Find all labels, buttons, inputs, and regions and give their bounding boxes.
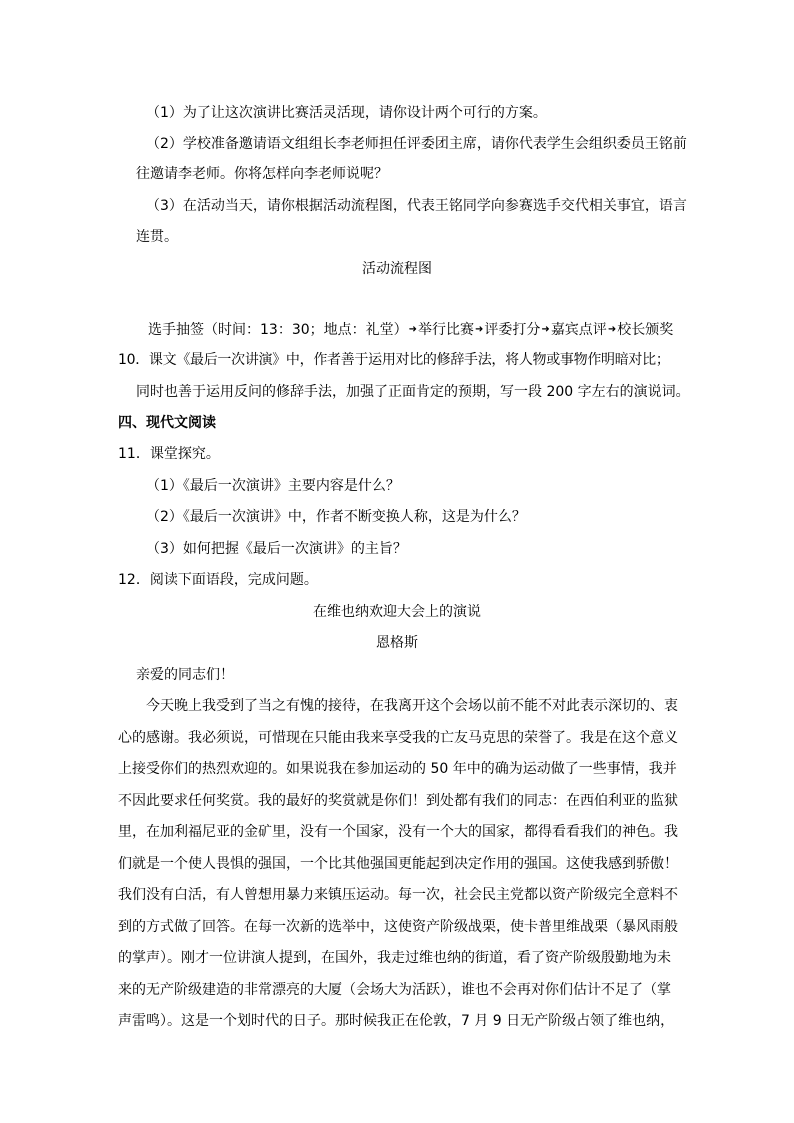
q9-sub2-line2: 往邀请李老师。你将怎样向李老师说呢？ (136, 166, 388, 182)
passage-line: 到的方式做了回答。在每一次新的选举中，这使资产阶级战栗，使卡普里维战栗（暴风雨般 (118, 919, 678, 935)
q10-line2: 同时也善于运用反问的修辞手法，加强了正面肯定的预期，写一段 200 字左右的演说词。 (136, 384, 690, 400)
flow-step: 举行比赛 (418, 322, 475, 338)
q11-sub3: （3）如何把握《最后一次演讲》的主旨？ (146, 541, 407, 557)
q9-sub1: （1）为了让这次演讲比赛活灵活现，请你设计两个可行的方案。 (146, 105, 547, 121)
passage-line: 来的无产阶级建造的非常漂亮的大厦（会场大为活跃），谁也不会再对你们估计不足了（掌 (118, 982, 671, 998)
q11-sub2: （2）《最后一次演讲》中，作者不断变换人称，这是为什么？ (146, 509, 526, 525)
flow-step: 评委打分 (484, 322, 541, 338)
section-heading: 四、现代文阅读 (118, 415, 216, 431)
passage-line: 不因此要求任何奖赏。我的最好的奖赏就是你们！到处都有我们的同志：在西伯利亚的监狱 (118, 793, 678, 809)
passage-line: 上接受你们的热烈欢迎的。如果说我在参加运动的 50 年中的确为运动做了一些事情，我并 (118, 761, 677, 777)
passage-greeting: 亲爱的同志们！ (136, 667, 234, 683)
q9-sub3-line1: （3）在活动当天，请你根据活动流程图，代表王铭同学向参赛选手交代相关事宜，语言 (146, 198, 687, 214)
passage-line: 我们没有白活，有人曾想用暴力来镇压运动。每一次，社会民主党都以资产阶级完全意料不 (118, 887, 678, 903)
flow-chart (148, 320, 673, 340)
q11-stem: 11．课堂探究。 (118, 446, 220, 462)
passage-line: 里，在加利福尼亚的金矿里，没有一个国家，没有一个大的国家，都得看看我们的神色。我 (118, 824, 678, 840)
passage-line: 的掌声）。刚才一位讲演人提到，在国外，我走过维也纳的街道，看了资产阶级殷勤地为未 (118, 950, 671, 966)
arrow-right-icon: ➜ (408, 324, 418, 335)
q9-sub3-line2: 连贯。 (136, 229, 178, 245)
passage-line: 们就是一个使人畏惧的强国，一个比其他强国更能起到决定作用的强国。这使我感到骄傲！ (118, 856, 678, 872)
flow-chart-title: 活动流程图 (362, 261, 432, 277)
q11-sub1: （1）《最后一次演讲》主要内容是什么？ (146, 478, 400, 494)
arrow-right-icon: ➜ (607, 324, 617, 335)
flow-step: 选手抽签（时间：13：30；地点：礼堂） (148, 322, 408, 338)
flow-step: 校长颁奖 (617, 322, 674, 338)
flow-step: 嘉宾点评 (550, 322, 607, 338)
passage-title: 在维也纳欢迎大会上的演说 (313, 604, 481, 620)
q10-line1: 10．课文《最后一次讲演》中，作者善于运用对比的修辞手法，将人物或事物作明暗对比； (118, 352, 670, 368)
arrow-right-icon: ➜ (541, 324, 550, 335)
q9-sub2-line1: （2）学校准备邀请语文组组长李老师担任评委团主席，请你代表学生会组织委员王铭前 (146, 136, 687, 152)
passage-line: 今天晚上我受到了当之有愧的接待，在我离开这个会场以前不能不对此表示深切的、衷 (146, 698, 678, 714)
passage-author: 恩格斯 (376, 635, 418, 651)
q12-stem: 12．阅读下面语段，完成问题。 (118, 572, 318, 588)
passage-line: 心的感谢。我必须说，可惜现在只能由我来享受我的亡友马克思的荣誉了。我是在这个意义 (118, 730, 678, 746)
arrow-right-icon: ➜ (475, 324, 484, 335)
passage-line: 声雷鸣）。这是一个划时代的日子。那时候我正在伦敦，7 月 9 日无产阶级占领了维也纳， (118, 1013, 675, 1029)
